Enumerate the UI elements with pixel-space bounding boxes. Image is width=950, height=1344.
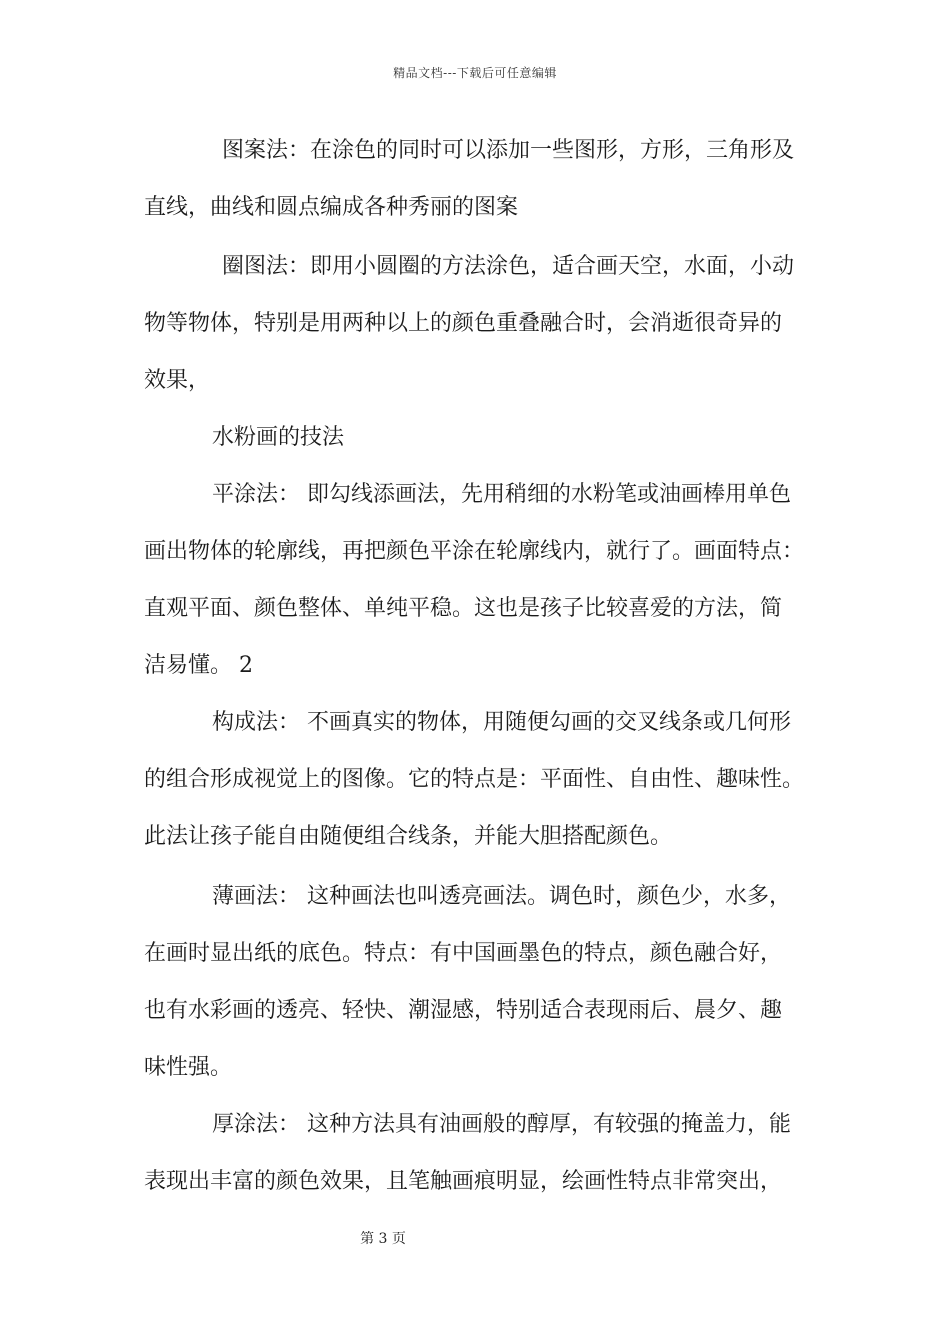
text-line: 构成法： 不画真实的物体，用随便勾画的交叉线条或几何形 <box>212 710 791 735</box>
text-line: 薄画法： 这种画法也叫透亮画法。调色时，颜色少，水多， <box>212 884 791 909</box>
text-line: 厚涂法： 这种方法具有油画般的醇厚，有较强的掩盖力，能 <box>212 1112 791 1137</box>
text-line: 此法让孩子能自由随便组合线条，并能大胆搭配颜色。 <box>144 824 673 849</box>
text-line: 物等物体，特别是用两种以上的颜色重叠融合时，会消逝很奇异的 <box>144 311 783 336</box>
text-line: 的组合形成视觉上的图像。它的特点是：平面性、自由性、趣味性。 <box>144 767 805 792</box>
text-line: 直线，曲线和圆点编成各种秀丽的图案 <box>144 195 519 220</box>
text-line: 洁易懂。 2 <box>144 653 253 678</box>
text-line: 直观平面、颜色整体、单纯平稳。这也是孩子比较喜爱的方法，简 <box>144 596 783 621</box>
page-number: 第 3 页 <box>360 1231 406 1247</box>
text-line: 味性强。 <box>144 1055 233 1080</box>
text-line: 画出物体的轮廓线，再把颜色平涂在轮廓线内，就行了。画面特点： <box>144 539 805 564</box>
text-line: 表现出丰富的颜色效果，且笔触画痕明显，绘画性特点非常突出， <box>144 1169 783 1194</box>
text-line: 在画时显出纸的底色。特点：有中国画墨色的特点，颜色融合好， <box>144 941 783 966</box>
text-line: 图案法：在涂色的同时可以添加一些图形，方形，三角形及 <box>222 138 795 163</box>
text-line: 平涂法： 即勾线添画法，先用稍细的水粉笔或油画棒用单色 <box>212 482 791 507</box>
document-header: 精品文档---下载后可任意编辑 <box>393 66 557 80</box>
text-line: 也有水彩画的透亮、轻快、潮湿感，特别适合表现雨后、晨夕、趣 <box>144 998 783 1023</box>
text-line: 圈图法：即用小圆圈的方法涂色，适合画天空，水面，小动 <box>222 254 795 279</box>
text-line: 效果， <box>144 368 211 393</box>
section-heading: 水粉画的技法 <box>212 425 345 450</box>
